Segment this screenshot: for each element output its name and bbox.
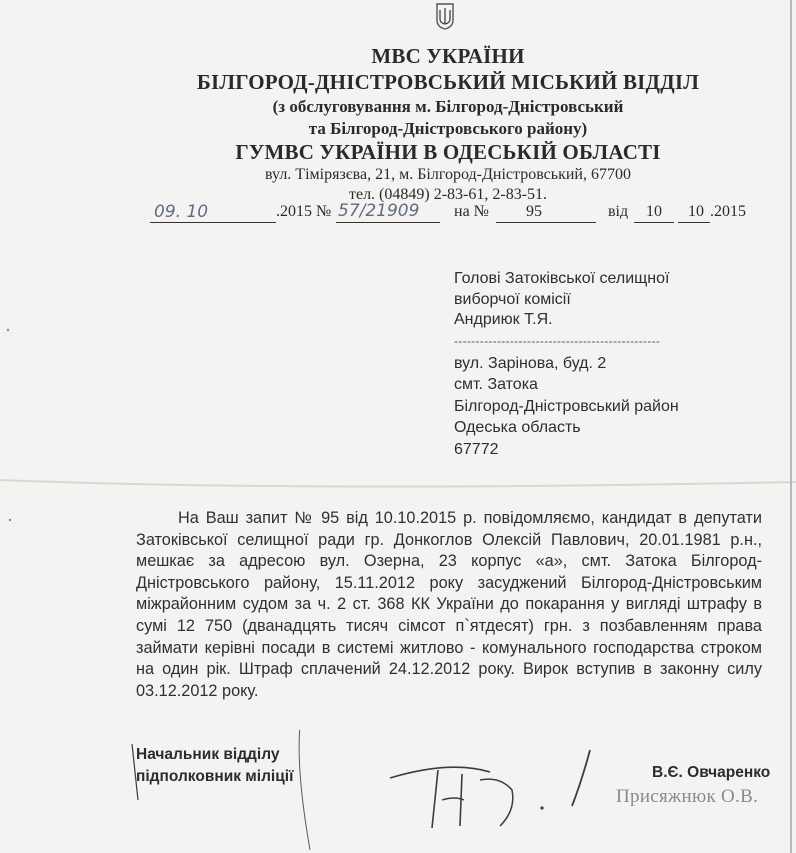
- reply-to-label: на №: [454, 203, 489, 220]
- service-line-1: (з обслуговування м. Білгород-Дністровський: [272, 97, 624, 116]
- recipient-district: Білгород-Дністровський район: [454, 398, 679, 415]
- reply-year: .2015: [710, 203, 746, 220]
- signer-position-2: підполковник міліції: [136, 768, 294, 785]
- reply-month: 10: [688, 203, 704, 220]
- letter-body: На Ваш запит № 95 від 10.10.2015 р. повідомляємо, кандидат в депутати Затоківської селищної ради гр. Донкоглов Олексій Павлович, 20.01.1981 р.н., мешкає за адресою вул. Озерна, 23 корпус «а», смт. Затока Білгород-Дністровського району, 15.11.2012 року засуджений Білгород-Дністровським міжрайонним судом за ч. 2 ст. 368 КК України до покарання у вигляді штрафу в сумі 12 750 (дванадцять тисяч сімсот п`ятдесят) грн. з позбавленням права займати керівні посади в системі житлово - комунального господарства строком на один рік. Штраф сплачений 24.12.2012 року. Вирок вступив в законну силу 03.12.2012 року.: [136, 509, 762, 700]
- reply-number: 95: [526, 203, 542, 220]
- recipient-street: вул. Зарінова, буд. 2: [454, 355, 607, 372]
- recipient-postcode: 67772: [454, 441, 499, 458]
- outgoing-number-handwritten: 57/21909: [338, 201, 420, 221]
- recipient-line-2: виборчої комісії: [454, 291, 571, 308]
- recipient-region: Одеська область: [454, 419, 581, 436]
- outgoing-date-handwritten: 09. 10: [154, 202, 209, 222]
- recipient-settlement: смт. Затока: [454, 376, 538, 393]
- department-phone: тел. (04849) 2-83-61, 2-83-51.: [348, 186, 548, 203]
- reply-day: 10: [646, 203, 662, 220]
- trident-emblem-icon: [428, 2, 462, 30]
- recipient-name: Андриюк Т.Я.: [454, 311, 553, 328]
- ministry-title: МВС УКРАЇНИ: [371, 44, 525, 68]
- department-address: вул. Тімірязєва, 21, м. Білгород-Дністровський, 67700: [265, 166, 631, 183]
- from-label: від: [608, 203, 629, 220]
- recipient-line-1: Голові Затоківської селищної: [454, 270, 670, 287]
- signer-position-1: Начальник відділу: [136, 746, 280, 763]
- service-line-2: та Білгород-Дністровського району): [308, 119, 588, 138]
- outgoing-year: .2015 №: [276, 203, 332, 220]
- signer-name: В.Є. Овчаренко: [652, 764, 771, 781]
- stamp-name: Присяжнюк О.В.: [616, 786, 759, 807]
- department-title: БІЛГОРОД-ДНІСТРОВСЬКИЙ МІСЬКИЙ ВІДДІЛ: [196, 70, 700, 94]
- recipient-separator: ------------------------------------------------: [454, 334, 661, 348]
- parent-department-title: ГУМВС УКРАЇНИ В ОДЕСЬКІЙ ОБЛАСТІ: [235, 140, 661, 164]
